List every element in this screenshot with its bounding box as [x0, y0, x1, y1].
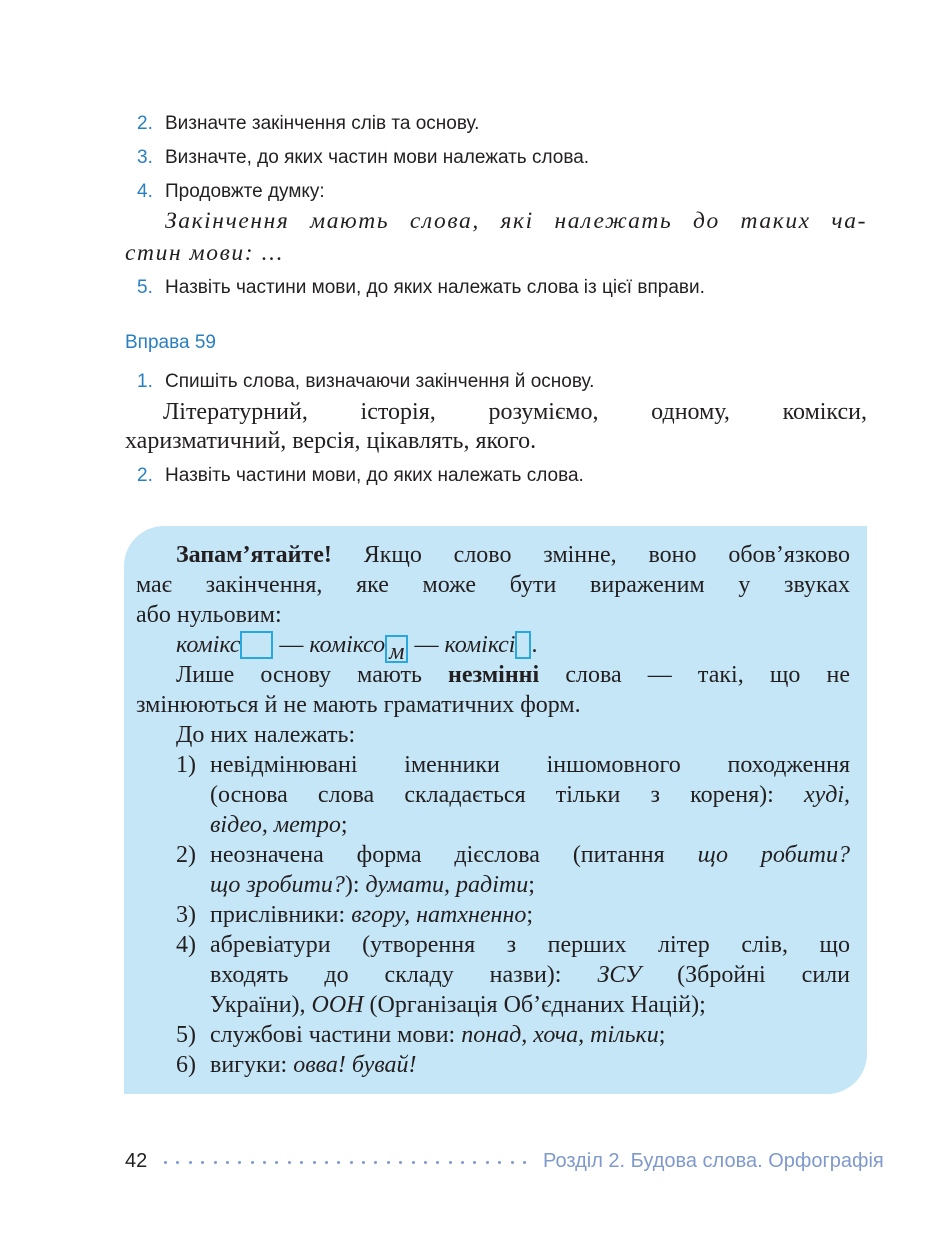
leader-dot	[350, 1161, 353, 1164]
leader-dot	[387, 1161, 390, 1164]
leader-dot	[399, 1161, 402, 1164]
remember-line-3: або нульовим:	[136, 602, 282, 628]
leader-dot	[251, 1161, 254, 1164]
task-4	[137, 180, 325, 204]
continue-prompt-line2: стин мови: ...	[125, 240, 285, 266]
ending-box	[515, 631, 531, 659]
leader-dot	[523, 1161, 526, 1164]
leader-dot	[486, 1161, 489, 1164]
leader-dot	[214, 1161, 217, 1164]
remember-heading: Запам’ятайте!	[176, 542, 332, 568]
footer-dot-leader	[164, 1150, 526, 1174]
task-text: Визначте, до яких частин мови належать слова.	[165, 147, 590, 168]
list-item-number: 4)	[176, 932, 196, 958]
leader-dot	[362, 1161, 365, 1164]
leader-dot	[275, 1161, 278, 1164]
example-word-1: комікс	[176, 632, 241, 658]
list-item-number: 6)	[176, 1052, 196, 1078]
leader-dot	[263, 1161, 266, 1164]
task-number: 2.	[137, 113, 153, 134]
leader-dot	[189, 1161, 192, 1164]
leader-dot	[313, 1161, 316, 1164]
page-number: 42	[125, 1150, 148, 1172]
task-text: Назвіть частини мови, до яких належать слова.	[165, 465, 584, 486]
leader-dot	[473, 1161, 476, 1164]
leader-dot	[498, 1161, 501, 1164]
list-item-4-line2: входять до складу назви): ЗСУ (Збройні сили	[210, 962, 850, 988]
task-text: Спишіть слова, визначаючи закінчення й основу.	[165, 371, 595, 392]
task-text: Назвіть частини мови, до яких належать слова із цієї вправи.	[165, 277, 705, 298]
list-item-2-line2: що зробити?): думати, радіти;	[210, 872, 535, 898]
list-item-number: 5)	[176, 1022, 196, 1048]
list-item-4-line3: України), ООН (Організація Об’єднаних Націй);	[210, 992, 706, 1018]
leader-dot	[176, 1161, 179, 1164]
leader-dot	[337, 1161, 340, 1164]
remember-line-5: Лише основу мають незмінні слова — такі, що не	[176, 662, 850, 688]
task-2	[137, 112, 479, 136]
remember-line-6: змінюються й не мають граматичних форм.	[136, 692, 581, 718]
leader-dot	[511, 1161, 514, 1164]
leader-dot	[412, 1161, 415, 1164]
leader-dot	[201, 1161, 204, 1164]
list-item-2-line1: неозначена форма дієслова (питання що робити?	[210, 842, 850, 868]
ending-examples: комікс — коміксо м — коміксі .	[176, 632, 538, 665]
task-number: 3.	[137, 147, 153, 168]
leader-dot	[238, 1161, 241, 1164]
task-5	[137, 276, 705, 300]
task-number: 5.	[137, 277, 153, 298]
leader-dot	[424, 1161, 427, 1164]
exercise-task-1	[137, 370, 594, 394]
list-item-1-line1: невідмінювані іменники іншомовного походження	[210, 752, 850, 778]
task-3	[137, 146, 589, 170]
list-item-6: вигуки: овва! бувай!	[210, 1052, 417, 1078]
list-item-4-line1: абревіатури (утворення з перших літер слів, що	[210, 932, 850, 958]
ending-box-empty	[240, 631, 273, 659]
continue-prompt-line1: Закінчення мають слова, які належать до таких ча-	[165, 208, 867, 234]
list-item-number: 2)	[176, 842, 196, 868]
exercise-words-line1: Літературний, історія, розуміємо, одному, комікси,	[163, 399, 867, 425]
exercise-words-line2: харизматичний, версія, цікавлять, якого.	[125, 428, 537, 454]
list-item-number: 3)	[176, 902, 196, 928]
leader-dot	[461, 1161, 464, 1164]
leader-dot	[374, 1161, 377, 1164]
leader-dot	[325, 1161, 328, 1164]
list-item-1-line2: (основа слова складається тільки з кореня): худі,	[210, 782, 850, 808]
ending-box: м	[385, 635, 408, 663]
list-item-3: прислівники: вгору, натхненно;	[210, 902, 534, 928]
remember-line-2: має закінчення, яке може бути вираженим у звуках	[136, 572, 850, 598]
leader-dot	[164, 1161, 167, 1164]
leader-dot	[436, 1161, 439, 1164]
task-number: 1.	[137, 371, 153, 392]
list-item-number: 1)	[176, 752, 196, 778]
list-item-5: службові частини мови: понад, хоча, тільки;	[210, 1022, 666, 1048]
task-number: 2.	[137, 465, 153, 486]
list-item-1-line3: відео, метро;	[210, 812, 348, 838]
leader-dot	[288, 1161, 291, 1164]
remember-line-7: До них належать:	[176, 722, 356, 748]
exercise-title: Вправа 59	[125, 332, 216, 353]
task-text: Продовжте думку:	[165, 181, 325, 202]
task-number: 4.	[137, 181, 153, 202]
remember-line-1: Запам’ятайте! Якщо слово змінне, воно обов’язково	[176, 542, 850, 568]
leader-dot	[300, 1161, 303, 1164]
exercise-task-2	[137, 464, 584, 488]
leader-dot	[226, 1161, 229, 1164]
section-title: Розділ 2. Будова слова. Орфографія	[543, 1150, 884, 1172]
example-word-2-stem: коміксо	[309, 632, 386, 658]
leader-dot	[449, 1161, 452, 1164]
task-text: Визначте закінчення слів та основу.	[165, 113, 480, 134]
example-word-3-stem: коміксі	[444, 632, 516, 658]
